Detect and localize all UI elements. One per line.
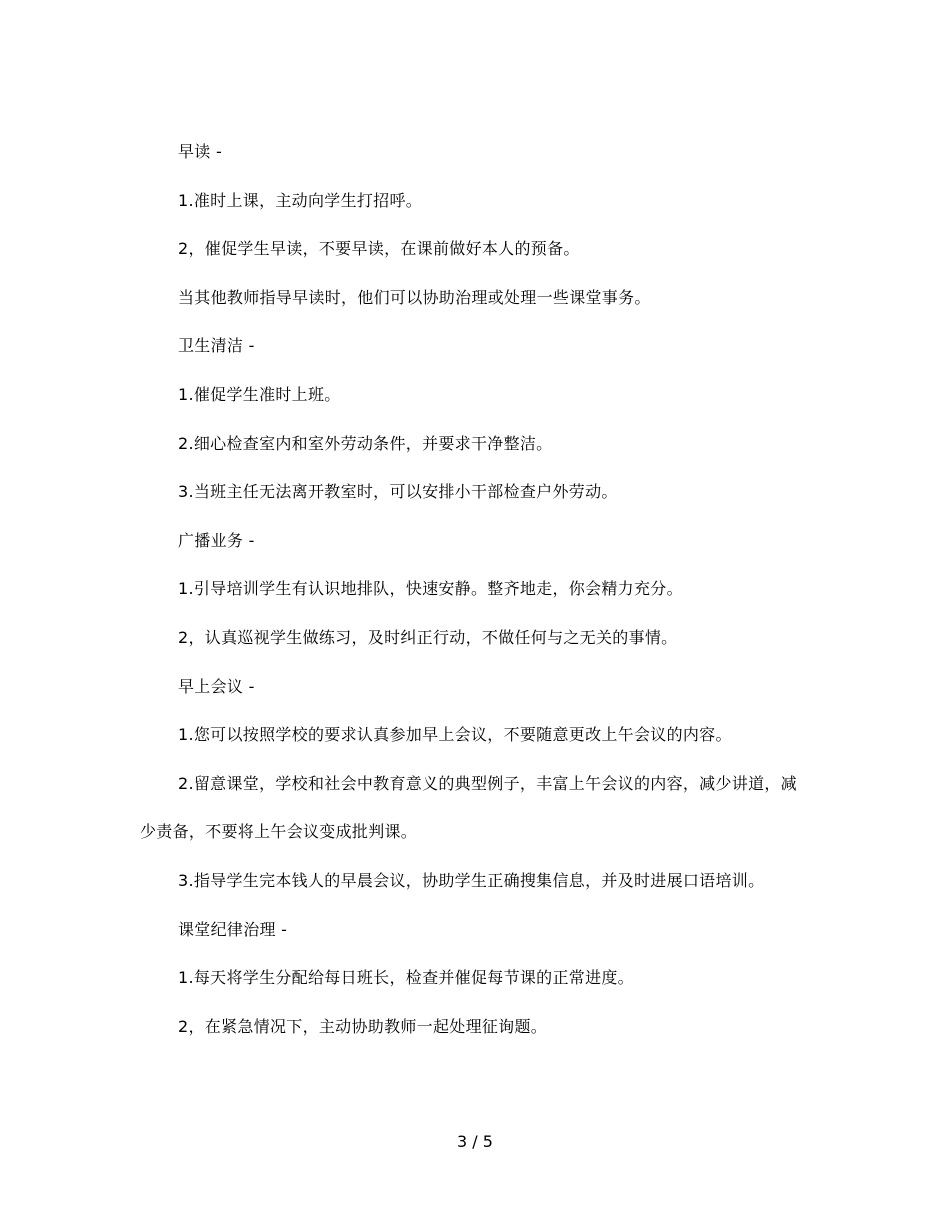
paragraph: 3.当班主任无法离开教室时，可以安排小干部检查户外劳动。 (178, 482, 618, 502)
section-heading-cleaning: 卫生清洁 - (178, 336, 255, 356)
section-heading-classroom-discipline: 课堂纪律治理 - (178, 919, 288, 939)
paragraph: 1.引导培训学生有认识地排队，快速安静。整齐地走，你会精力充分。 (178, 579, 683, 599)
paragraph: 2，催促学生早读，不要早读，在课前做好本人的预备。 (178, 239, 580, 259)
section-heading-broadcast: 广播业务 - (178, 530, 255, 550)
paragraph: 2，在紧急情况下，主动协助教师一起处理征询题。 (178, 1016, 548, 1036)
paragraph: 2.留意课堂，学校和社会中教育意义的典型例子，丰富上午会议的内容，减少讲道，减少责备，不要将上午会议变成批判课。 (140, 773, 797, 842)
page-number: 3 / 5 (457, 1132, 493, 1151)
paragraph: 2.细心检查室内和室外劳动条件，并要求干净整洁。 (178, 433, 553, 453)
section-heading-morning-meeting: 早上会议 - (178, 676, 255, 696)
paragraph: 1.每天将学生分配给每日班长，检查并催促每节课的正常进度。 (178, 968, 634, 988)
paragraph: 1.准时上课，主动向学生打招呼。 (178, 190, 423, 210)
paragraph: 1.您可以按照学校的要求认真参加早上会议，不要随意更改上午会议的内容。 (178, 725, 732, 745)
paragraph: 3.指导学生完本钱人的早晨会议，协助学生正确搜集信息，并及时进展口语培训。 (178, 870, 765, 890)
document-body (140, 128, 812, 1051)
paragraph: 1.催促学生准时上班。 (178, 384, 341, 404)
paragraph: 当其他教师指导早读时，他们可以协助治理或处理一些课堂事务。 (178, 287, 651, 307)
paragraph: 2，认真巡视学生做练习，及时纠正行动，不做任何与之无关的事情。 (178, 627, 678, 647)
section-heading-morning-reading: 早读 - (178, 142, 223, 161)
